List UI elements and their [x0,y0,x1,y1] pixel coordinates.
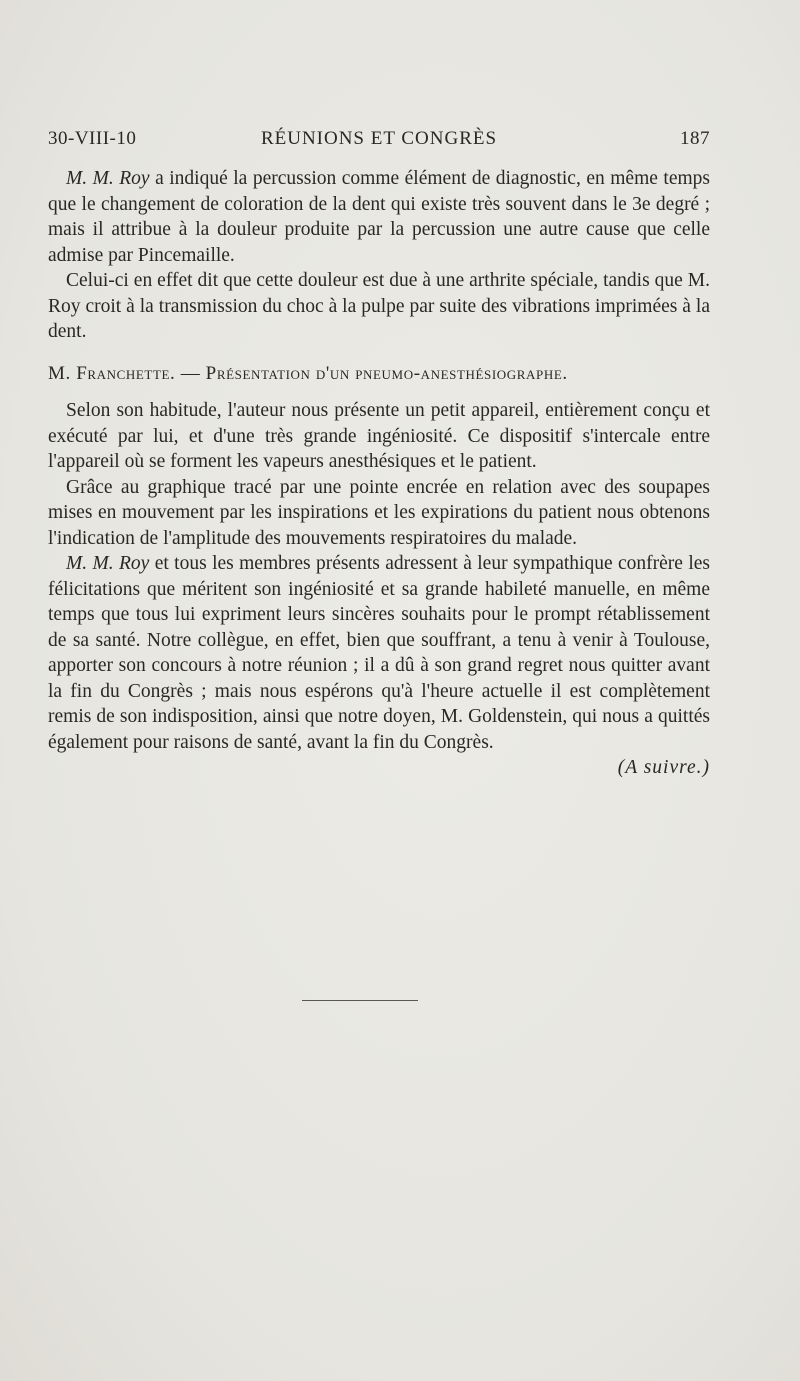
paragraph-text: a indiqué la percussion comme élément de diagnostic, en même temps que le changement de coloration de la dent qui existe très souvent dans le 3e degré ; mais il attribue à la douleur produite par la percussion une autre cause que celle admise par Pincemaille. [48,168,710,266]
paragraph-appareil: Selon son habitude, l'auteur nous présente un petit appareil, entièrement conçu et exécuté par lui, et d'une très grande ingéniosité. Ce dispositif s'intercale entre l'appareil où se forment les vapeurs anesthésiques et le patient. [48,400,710,472]
body-text [48,166,710,781]
paragraph-pincemaille: Celui-ci en effet dit que cette douleur est due à une arthrite spéciale, tandis que M. Roy croit à la transmission du choc à la pulpe par suite des vibrations imprimées à la dent. [48,270,710,342]
section-title: M. Franchette. — Présentation d'un pneumo-anesthésiographe. [48,362,568,384]
page-number: 187 [680,128,710,149]
paragraph-graphique: Grâce au graphique tracé par une pointe encrée en relation avec des soupapes mises en mouvement par les inspirations et les expirations du patient nous obtenons l'indication de l'amplitude des mouvements respiratoires du malade. [48,476,710,549]
header-date: 30-VIII-10 [48,128,137,149]
paragraph-roy-percussion [48,166,710,268]
speaker-name: M. M. Roy [66,168,150,189]
running-header [48,128,710,158]
to-be-continued: (A suivre.) [617,757,710,778]
speaker-name: M. M. Roy [66,553,150,574]
header-title: RÉUNIONS ET CONGRÈS [260,128,498,149]
divider-rule [302,1000,418,1001]
paragraph-felicitations [48,551,710,755]
paragraph-text: et tous les membres présents adressent à leur sympathique confrère les félicitations que méritent son ingéniosité et sa grande habileté manuelle, en même temps que tous lui expriment leurs sincères souhaits pour le prompt rétablissement de sa santé. Notre collègue, en effet, bien que souffrant, a tenu à venir à Toulouse, apporter son concours à notre réunion ; il a dû à son grand regret nous quitter avant la fin du Congrès ; mais nous espérons qu'à l'heure actuelle il est complètement remis de son indisposition, ainsi que notre doyen, M. Goldenstein, qui nous a quittés également pour raisons de santé, avant la fin du Congrès. [48,553,710,753]
